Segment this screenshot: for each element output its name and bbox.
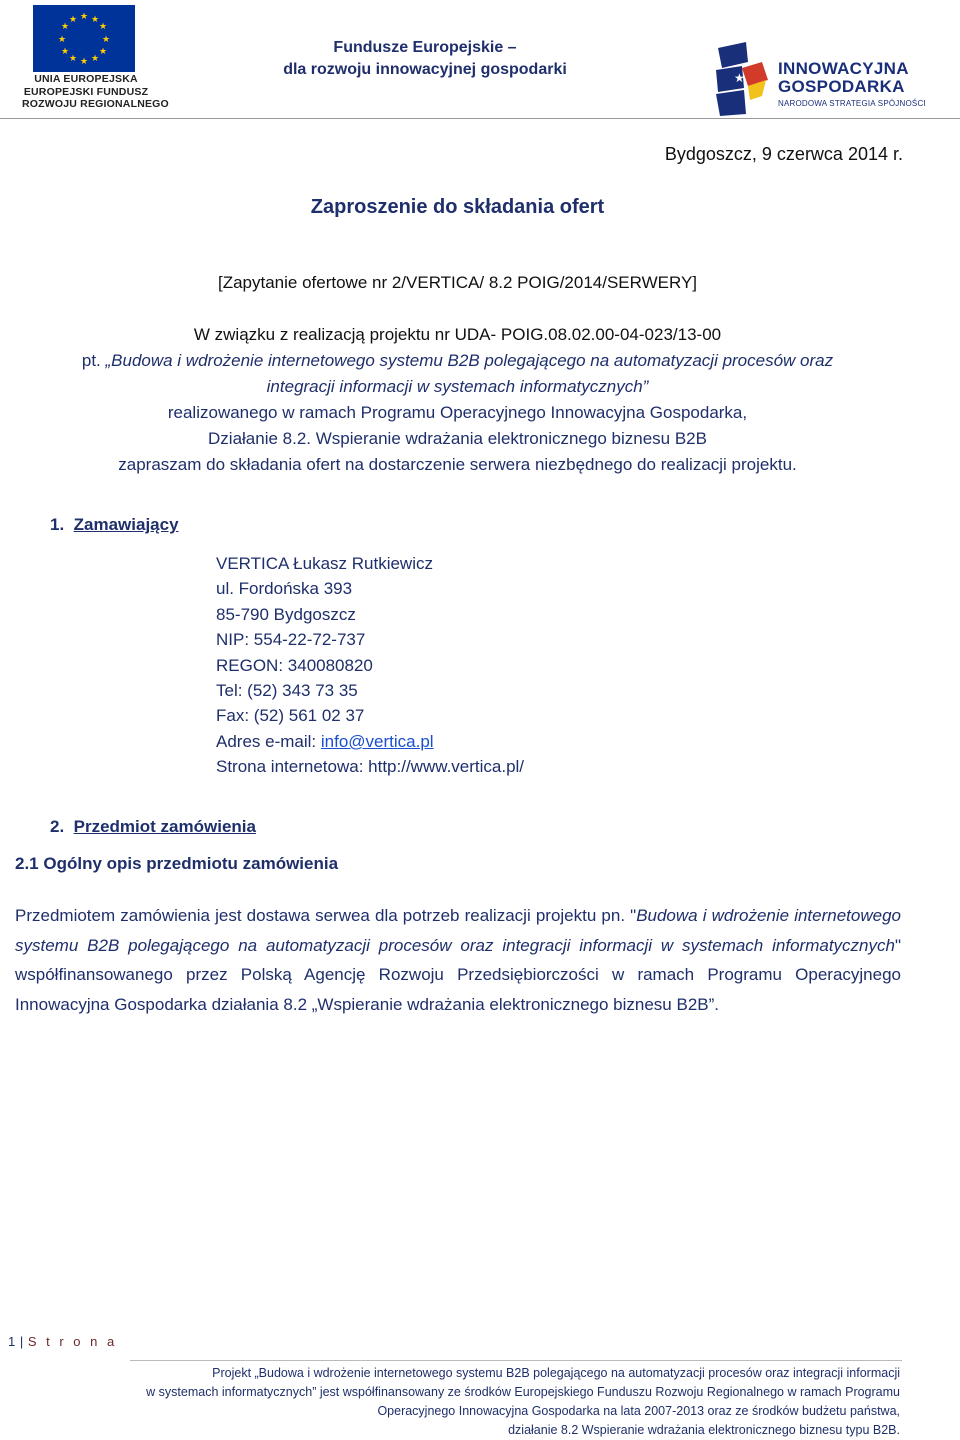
- street-address: ul. Fordońska 393: [216, 579, 353, 599]
- svg-text:★: ★: [98, 22, 108, 32]
- ig-logo-line: GOSPODARKA: [778, 77, 905, 96]
- section-heading: [50, 817, 256, 837]
- eu-flag-logo: [33, 5, 135, 72]
- header-title-line: Fundusze Europejskie –: [333, 39, 517, 56]
- eu-logo-line: UNIA EUROPEJSKA: [34, 73, 138, 85]
- intro-prefix: pt.: [81, 351, 106, 370]
- paragraph-text: Przedmiotem zamówienia jest dostawa serwea dla potrzeb realizacji projektu pn. ": [15, 906, 637, 925]
- footer-line: Operacyjnego Innowacyjna Gospodarka na lata 2007-2013 oraz ze środków budżetu państwa,: [377, 1404, 900, 1418]
- section-heading: [50, 515, 179, 535]
- footer-divider: [130, 1360, 902, 1361]
- paragraph-italic-text: Budowa i wdrożenie internetowego systemu B2B polegającego na automatyzacji procesów oraz integracji informacji w systemach informatycznych: [15, 906, 901, 955]
- svg-text:★: ★: [60, 47, 70, 57]
- email-label: Adres e-mail:: [216, 731, 321, 751]
- ig-logo-line: NARODOWA STRATEGIA SPÓJNOŚCI: [778, 99, 926, 108]
- intro-line: zapraszam do składania ofert na dostarczenie serwera niezbędnego do realizacji projektu.: [118, 455, 797, 474]
- eu-logo-line: EUROPEJSKI FUNDUSZ: [23, 85, 149, 98]
- header-title: [250, 37, 600, 81]
- footer-line: w systemach informatycznych” jest współfinansowany ze środków Europejskiego Funduszu Rozwoju Regionalnego w ramach Programu: [146, 1385, 900, 1399]
- contractor-address-block: [216, 551, 524, 780]
- website-line: Strona internetowa: http://www.vertica.pl/: [216, 757, 525, 777]
- intro-line: [0, 351, 915, 371]
- nip-number: NIP: 554-22-72-737: [216, 630, 366, 650]
- project-title-italic: „Budowa i wdrożenie internetowego systemu B2B polegającego na automatyzacji procesów oraz: [105, 351, 834, 370]
- page-number-value: 1: [8, 1334, 16, 1349]
- regon-number: REGON: 340080820: [216, 655, 373, 675]
- subsection-heading: 2.1 Ogólny opis przedmiotu zamówienia: [15, 854, 339, 873]
- header-title-line: dla rozwoju innowacyjnej gospodarki: [283, 61, 567, 78]
- footer-line: działanie 8.2 Wspieranie wdrażania elektronicznego biznesu typu B2B.: [508, 1423, 900, 1437]
- fax-number: Fax: (52) 561 02 37: [216, 706, 365, 726]
- section-number: 1.: [50, 515, 65, 534]
- eu-stars-icon: [33, 5, 135, 72]
- svg-text:★: ★: [60, 22, 70, 32]
- page-label: S t r o n a: [27, 1334, 118, 1349]
- footer-line: Projekt „Budowa i wdrożenie internetowego systemu B2B polegającego na automatyzacji procesów oraz integracji informacji: [212, 1366, 900, 1380]
- svg-text:★: ★: [734, 71, 745, 85]
- eu-logo-text: [22, 73, 169, 111]
- svg-text:★: ★: [79, 12, 89, 22]
- eu-logo-line: ROZWOJU REGIONALNEGO: [22, 98, 169, 110]
- phone-number: Tel: (52) 343 73 35: [216, 681, 358, 701]
- svg-text:★: ★: [90, 54, 100, 64]
- intro-line: W związku z realizacją projektu nr UDA- POIG.08.02.00-04-023/13-00: [193, 325, 722, 344]
- ig-logo-text: [778, 60, 926, 108]
- section-title: Zamawiający: [73, 515, 179, 534]
- document-title: Zaproszenie do składania ofert: [310, 196, 605, 218]
- inquiry-reference: [Zapytanie ofertowe nr 2/VERTICA/ 8.2 POIG/2014/SERWERY]: [217, 273, 698, 292]
- paragraph-text: " współfinansowanego przez Polską Agencję Rozwoju Przedsiębiorczości w ramach Programu Operacyjnego Innowacyjna Gospodarka działania 8.2 „Wspieranie wdrażania elektronicznego biznesu B2B”.: [15, 935, 901, 1014]
- intro-line: integracji informacji w systemach informatycznych”: [266, 377, 649, 396]
- svg-text:★: ★: [79, 57, 89, 67]
- city-address: 85-790 Bydgoszcz: [216, 604, 356, 624]
- section-number: 2.: [50, 817, 65, 836]
- intro-line: realizowanego w ramach Programu Operacyjnego Innowacyjna Gospodarka,: [167, 403, 748, 422]
- intro-line: Działanie 8.2. Wspieranie wdrażania elektronicznego biznesu B2B: [208, 429, 707, 448]
- ig-logo-line: INNOWACYJNA: [778, 59, 909, 78]
- svg-text:★: ★: [57, 35, 67, 45]
- svg-text:★: ★: [90, 15, 100, 25]
- email-link[interactable]: info@vertica.pl: [320, 731, 434, 751]
- company-name: VERTICA Łukasz Rutkiewicz: [216, 554, 433, 573]
- document-date: Bydgoszcz, 9 czerwca 2014 r.: [664, 144, 903, 164]
- innowacyjna-gospodarka-logo: [712, 40, 772, 120]
- order-description-paragraph: [15, 901, 901, 1019]
- email-line: [216, 729, 524, 754]
- section-title: Przedmiot zamówienia: [73, 817, 256, 836]
- header-divider: [0, 118, 960, 119]
- ig-logo-icon: [712, 40, 772, 120]
- svg-text:★: ★: [68, 54, 78, 64]
- footer-text: [40, 1364, 900, 1440]
- svg-text:★: ★: [68, 15, 78, 25]
- page-number: 1 | S t r o n a: [8, 1334, 118, 1349]
- svg-text:★: ★: [98, 47, 108, 57]
- svg-text:★: ★: [101, 35, 111, 45]
